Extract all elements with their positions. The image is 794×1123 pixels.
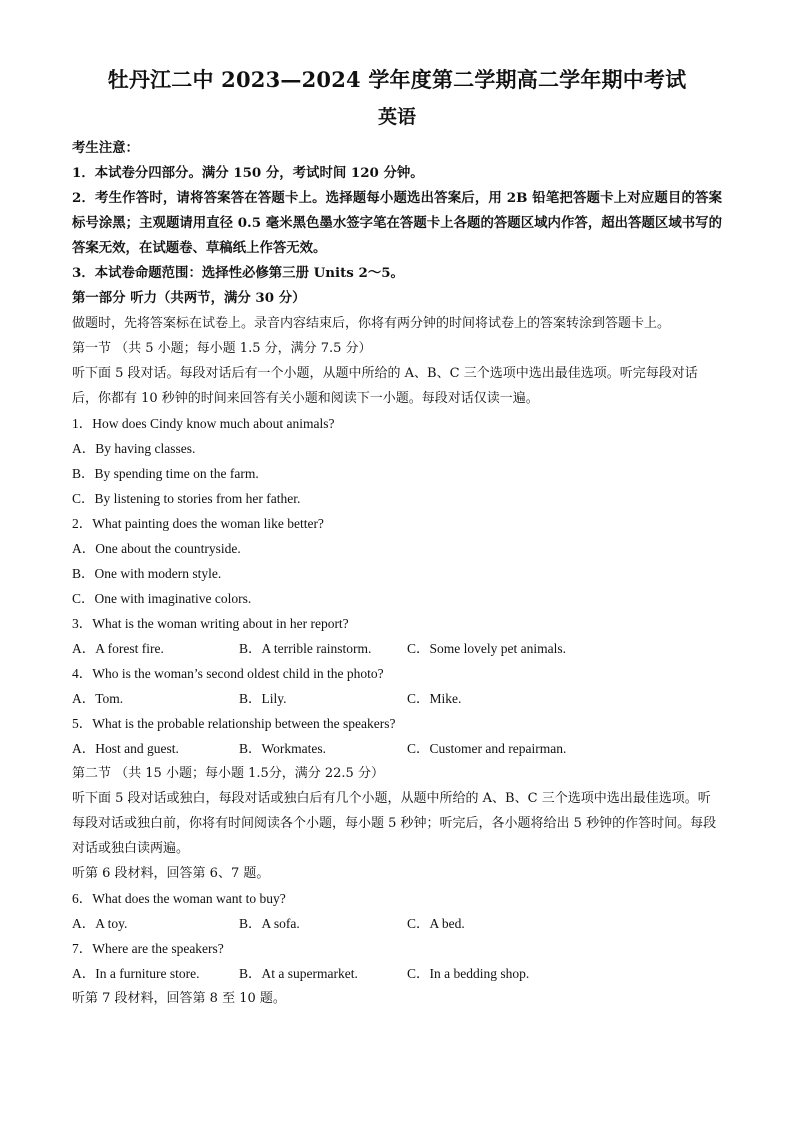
question-5-stem: 5．What is the probable relationship between the speakers? xyxy=(72,716,396,731)
question-2-option-a: A．One about the countryside. xyxy=(72,541,241,556)
section1-instruction: 听下面 5 段对话。每段对话后有一个小题，从题中所给的 A、B、C 三个选项中选出最佳选项。听完每段对话后，你都有 10 秒钟的时间来回答有关小题和阅读下一小题。每段对话仅读一遍。 xyxy=(72,366,698,406)
question-4-stem: 4．Who is the woman’s second oldest child in the photo? xyxy=(72,666,384,681)
question-3-stem: 3．What is the woman writing about in her report? xyxy=(72,616,349,631)
section1-heading: 第一节 （共 5 小题；每小题 1.5 分，满分 7.5 分） xyxy=(72,341,372,356)
part1-instruction: 做题时，先将答案标在试卷上。录音内容结束后，你将有两分钟的时间将试卷上的答案转涂到答题卡上。 xyxy=(72,316,671,331)
section2-instruction: 听下面 5 段对话或独白，每段对话或独白后有几个小题，从题中所给的 A、B、C 三个选项中选出最佳选项。听每段对话或独白前，你将有时间阅读各个小题，每小题 5 秒钟；听完后，各小题将给出 5 秒钟的作答时间。每段对话或独白读两遍。 xyxy=(72,791,717,856)
question-3-options xyxy=(72,636,722,661)
notice-heading: 考生注意： xyxy=(72,140,139,156)
material-7-note: 听第 7 段材料，回答第 8 至 10 题。 xyxy=(72,991,286,1006)
question-4-option-b: B．Lily. xyxy=(239,691,287,706)
question-3-option-a: A．A forest fire. xyxy=(72,641,164,656)
question-7-option-a: A．In a furniture store. xyxy=(72,966,200,981)
notice-item-1: 1．本试卷分四部分。满分 150 分，考试时间 120 分钟。 xyxy=(72,165,424,181)
question-2-option-b: B．One with modern style. xyxy=(72,566,222,581)
question-4-option-a: A．Tom. xyxy=(72,691,124,706)
question-3-option-b: B．A terrible rainstorm. xyxy=(239,641,372,656)
question-6-stem: 6．What does the woman want to buy? xyxy=(72,891,286,906)
notice-item-3: 3．本试卷命题范围：选择性必修第三册 Units 2～5。 xyxy=(72,265,404,281)
question-6-option-c: C．A bed. xyxy=(407,916,465,931)
question-1-option-b: B．By spending time on the farm. xyxy=(72,466,259,481)
question-4-options xyxy=(72,686,722,711)
question-7-option-b: B．At a supermarket. xyxy=(239,966,358,981)
question-1-option-a: A．By having classes. xyxy=(72,441,196,456)
question-5-options xyxy=(72,736,722,761)
question-2-stem: 2．What painting does the woman like better? xyxy=(72,516,324,531)
question-6-option-b: B．A sofa. xyxy=(239,916,300,931)
exam-title: 牡丹江二中 2023—2024 学年度第二学期高二学年期中考试 xyxy=(107,67,687,92)
exam-page xyxy=(72,60,722,1011)
question-7-options xyxy=(72,961,722,986)
question-7-option-c: C．In a bedding shop. xyxy=(407,966,530,981)
material-6-note: 听第 6 段材料，回答第 6、7 题。 xyxy=(72,866,270,881)
notice-item-2: 2．考生作答时，请将答案答在答题卡上。选择题每小题选出答案后，用 2B 铅笔把答题卡上对应题目的答案标号涂黑；主观题请用直径 0.5 毫米黑色墨水签字笔在答题卡上各题的答题区域内作答，超出答题区域书写的答案无效，在试题卷、草稿纸上作答无效。 xyxy=(72,190,722,256)
part1-heading: 第一部分 听力（共两节，满分 30 分） xyxy=(72,290,306,306)
question-1-option-c: C．By listening to stories from her father. xyxy=(72,491,301,506)
question-5-option-a: A．Host and guest. xyxy=(72,741,179,756)
question-6-options xyxy=(72,911,722,936)
section2-heading: 第二节 （共 15 小题；每小题 1.5分，满分 22.5 分） xyxy=(72,766,384,781)
question-6-option-a: A．A toy. xyxy=(72,916,128,931)
exam-subject: 英语 xyxy=(377,106,416,128)
question-7-stem: 7．Where are the speakers? xyxy=(72,941,224,956)
question-5-option-b: B．Workmates. xyxy=(239,741,327,756)
question-5-option-c: C．Customer and repairman. xyxy=(407,741,567,756)
question-1-stem: 1．How does Cindy know much about animals? xyxy=(72,416,335,431)
question-4-option-c: C．Mike. xyxy=(407,691,462,706)
question-3-option-c: C．Some lovely pet animals. xyxy=(407,641,566,656)
question-2-option-c: C．One with imaginative colors. xyxy=(72,591,252,606)
